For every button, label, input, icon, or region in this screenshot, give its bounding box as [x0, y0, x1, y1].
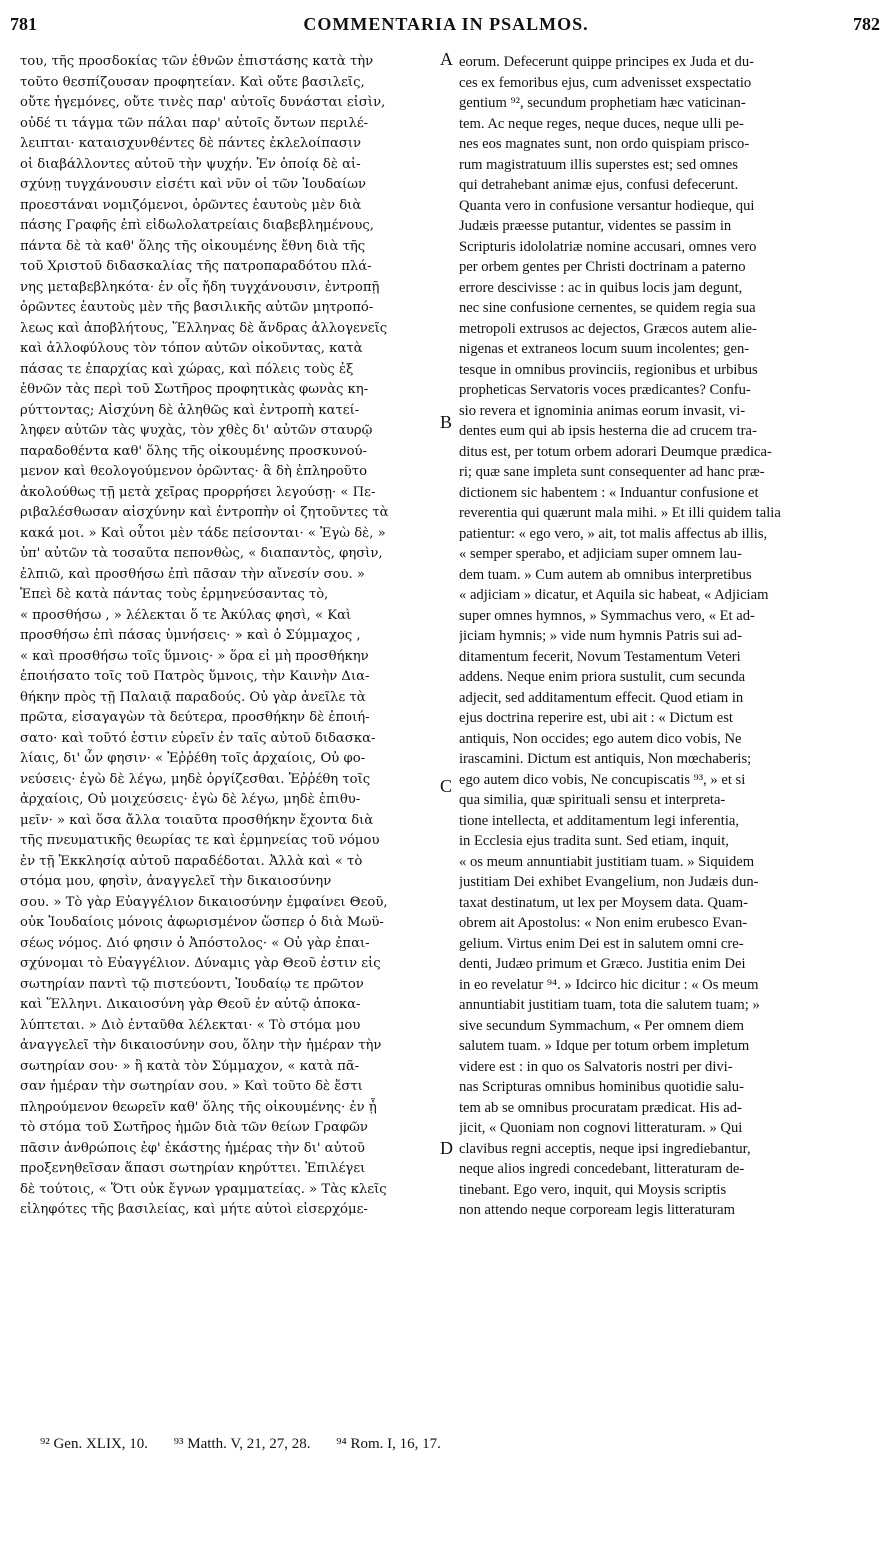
text-line: πρῶτα, εἰσαγαγὼν τὰ δεύτερα, προσθήκην δὲ ἐποιή-	[20, 710, 370, 725]
text-line: Quanta vero in confusione versantur hodieque, qui	[459, 197, 755, 214]
text-line: ejus doctrina reperire est, ubi ait : « Dictum est	[459, 710, 733, 726]
text-line: neque alios ingredi concedebant, litteraturam de-	[459, 1161, 745, 1177]
text-line: ditus est, per totum orbem adorari Deumque prædica-	[459, 443, 772, 460]
text-line: tinebant. Ego vero, inquit, qui Moysis scriptis	[459, 1181, 727, 1198]
footnote: ⁹⁴ Rom. I, 16, 17.	[336, 1436, 441, 1452]
text-line: ρύττοντας; Αἰσχύνη δὲ ἀληθῶς καὶ ἐντροπὴ κατεί-	[20, 402, 360, 418]
text-line: obrem ait Apostolus: « Non enim erubesco Evan-	[459, 915, 748, 931]
text-line: ego autem dico vobis, Ne concupiscatis ⁹³, » et si	[459, 771, 746, 788]
text-line: antiquis, Non occides; ego autem dico vobis, Ne	[459, 730, 742, 747]
text-line: προσθήσω ἐπὶ πάσας ὑμνήσεις· » καὶ ὁ Σύμμαχος ,	[20, 628, 361, 643]
text-line: annuntiabit justitiam tuam, tota die salutem tuam; »	[459, 997, 760, 1013]
text-line: οὔτε ἡγεμόνες, οὔτε τινὲς παρ' αὐτοῖς δυνάσται εἰσὶν,	[20, 95, 386, 110]
footnote: ⁹² Gen. XLIX, 10.	[40, 1436, 149, 1452]
text-line: σέως νόμος. Διό φησιν ὁ Ἀπόστολος· « Οὐ γὰρ ἐπαι-	[20, 935, 370, 951]
text-line: denti, Judæo primum et Græco. Justitia enim Dei	[459, 956, 746, 972]
text-line: justitiam Dei exhibet Evangelium, non Judæis dun-	[459, 874, 759, 890]
text-line: λειπται· καταισχυνθέντες δὲ πάντες ἐκλελοίπασιν	[20, 136, 362, 151]
text-line: ὁρῶντες ἑαυτοὺς μὲν τῆς βασιλικῆς αὐτῶν μητροπό-	[20, 300, 374, 315]
text-line: παραδοθέντα καθ' ὅλης τῆς οἰκουμένης προσκυνού-	[20, 443, 368, 459]
text-line: « os meum annuntiabit justitiam tuam. » Siquidem	[459, 853, 755, 870]
footnotes	[40, 1436, 463, 1453]
text-line: Scripturis idololatriæ nomine accusari, omnes vero	[459, 238, 757, 255]
text-line: sive secundum Symmachum, « Per omnem diem	[459, 1017, 744, 1034]
text-line: προξενηθεῖσαν ἅπασι σωτηρίαν κηρύττει. Ἐπιλέγει	[20, 1161, 366, 1176]
text-line: tione intellecta, et additamentum legi inferentia,	[459, 812, 740, 829]
text-line: σατο· καὶ τοῦτό ἐστιν εὑρεῖν ἐν ταῖς αὐτοῦ διδασκα-	[20, 730, 376, 746]
text-line: θήκην πρὸς τῇ Παλαιᾷ παραδούς. Οὐ γὰρ ἀνεῖλε τὰ	[20, 689, 366, 705]
running-title: COMMENTARIA IN PSALMOS.	[303, 14, 589, 34]
left-page-number: 781	[10, 14, 37, 34]
text-line: λίαις, δι' ὧν φησιν· « Ἐῤῥέθη τοῖς ἀρχαίοις, Οὐ φο-	[20, 751, 366, 766]
text-line: δὲ τούτοις, « Ὅτι οὐκ ἔγνων γραμματείας. » Τὰς κλεῖς	[20, 1181, 387, 1197]
text-line: tem. Ac neque reges, neque duces, neque ulli pe-	[459, 115, 744, 132]
text-line: rum magistratuum illis superstes est; sed omnes	[459, 156, 738, 173]
footnote: ⁹³ Matth. V, 21, 27, 28.	[173, 1436, 311, 1452]
text-line: σωτηρίαν σου· » ἢ κατὰ τὸν Σύμμαχον, « κατὰ πᾶ-	[20, 1058, 360, 1074]
text-line: nec sine confusione cernentes, se quidem regia sua	[459, 300, 756, 316]
text-line: σχύνῃ τυγχάνουσιν εἰσέτι καὶ νῦν οἱ τῶν Ἰουδαίων	[20, 177, 366, 192]
text-line: κακά μοι. » Καὶ οὗτοι μὲν τάδε πείσονται· « Ἐγὼ δὲ, »	[20, 525, 386, 541]
text-line: Judæis præesse putantur, videntes se passim in	[459, 218, 732, 234]
text-line: τὸ στόμα τοῦ Σωτῆρος ἡμῶν διὰ τῶν θείων Γραφῶν	[20, 1120, 368, 1135]
text-line: dentes eum qui ab ipsis hesterna die ad crucem tra-	[459, 423, 757, 439]
text-line: ἐποιήσατο τοῖς τοῦ Πατρὸς ὕμνοις, τὴν Καινὴν Δια-	[20, 669, 370, 684]
text-line: σου. » Τὸ γὰρ Εὐαγγέλιον δικαιοσύνην ἐμφαίνει Θεοῦ,	[20, 894, 388, 910]
text-line: addens. Neque enim priora sustulit, cum secunda	[459, 669, 746, 685]
text-line: per orbem gentes per Christi doctrinam a paterno	[459, 259, 746, 275]
text-line: « καὶ προσθήσω τοῖς ὕμνοις· » ὅρα εἰ μὴ προσθήκην	[20, 648, 369, 664]
margin-marker-c: C	[440, 776, 453, 796]
text-line: καὶ Ἕλληνι. Δικαιοσύνη γὰρ Θεοῦ ἐν αὐτῷ ἀποκα-	[20, 997, 361, 1012]
text-line: ληφεν αὐτῶν τὰς ψυχὰς, τὸν χθὲς δι' αὐτῶν σταυρῷ	[20, 423, 373, 438]
text-line: irascamini. Dictum est antiquis, Non mœchaberis;	[459, 751, 752, 767]
text-line: ἀναγγελεῖ τὴν δικαιοσύνην σου, ὅλην τὴν ἡμέραν τὴν	[20, 1038, 382, 1053]
text-line: νεύσεις· ἐγὼ δὲ λέγω, μηδὲ ὀργίζεσθαι. Ἐῤῥέθη τοῖς	[20, 771, 371, 787]
text-line: gentium ⁹², secundum prophetiam hæc vaticinan-	[459, 95, 746, 111]
text-line: super omnes hymnos, » Symmachus vero, « Et ad-	[459, 607, 755, 624]
text-line: λύπτεται. » Διὸ ἐνταῦθα λέλεκται· « Τὸ στόμα μου	[20, 1017, 361, 1033]
text-line: reverentia qui quærunt mala mihi. » Et illi quidem talia	[459, 505, 781, 521]
text-line: ὑπ' αὐτῶν τὰ τοσαῦτα πεπονθὼς, « διαπαντὸς, φησὶν,	[20, 546, 383, 561]
text-line: σαν ἡμέραν τὴν σωτηρίαν σου. » Καὶ τοῦτο δὲ ἔστι	[20, 1079, 363, 1094]
text-line: salutem tuam. » Idque per totum orbem impletum	[459, 1038, 750, 1054]
text-line: προεστάναι νομιζόμενοι, ὁρῶντες ἑαυτοὺς μὲν διὰ	[20, 197, 362, 213]
text-line: eorum. Defecerunt quippe principes ex Juda et du-	[459, 54, 755, 70]
text-line: του, τῆς προσδοκίας τῶν ἐθνῶν ἐπιστάσης κατὰ τὴν	[20, 54, 374, 69]
margin-marker-b: B	[440, 412, 453, 432]
text-line: « adjiciam » dicatur, et Aquila sic habeat, « Adjiciam	[459, 587, 769, 603]
text-line: τοῦτο θεσπίζουσαν προφητείαν. Καὶ οὔτε βασιλεῖς,	[20, 74, 365, 90]
text-line: videre est : in quo os Salvatoris nostri per divi-	[459, 1058, 733, 1075]
text-line: qui detrahebant animæ ejus, confusi defecerunt.	[459, 177, 739, 193]
text-line: propheticas Servatoris voces prædicantes? Confu-	[459, 382, 751, 398]
text-line: adjecit, sed additamentum effecit. Quod etiam in	[459, 689, 744, 706]
text-line: metropoli extrusos ac dejectos, Græcos autem alie-	[459, 320, 757, 337]
text-line: non attendo neque corpoream legis litteraturam	[459, 1202, 735, 1218]
text-line: nes eos magnates sunt, non ordo quispiam prisco-	[459, 136, 750, 152]
text-line: οὐκ Ἰουδαίοις μόνοις ἀφωρισμένον ὥσπερ ὁ διὰ Μωϋ-	[20, 915, 384, 930]
text-line: ri; quæ sane impleta sunt consequenter ad hanc præ-	[459, 464, 765, 480]
text-line: πᾶσιν ἀνθρώποις ἐφ' ἑκάστης ἡμέρας τὴν δι' αὐτοῦ	[20, 1140, 365, 1156]
text-line: σωτηρίαν παντὶ τῷ πιστεύοντι, Ἰουδαίῳ τε πρῶτον	[20, 976, 364, 992]
text-line: dem tuam. » Cum autem ab omnibus interpretibus	[459, 566, 752, 583]
text-line: errore descivisse : ac in quibus locis jam degunt,	[459, 279, 743, 296]
text-line: ριβαλέσθωσαν αἰσχύνην καὶ ἐντροπὴν οἱ ζητοῦντες τὰ	[20, 505, 389, 520]
text-line: πάσας τε ἐπαρχίας καὶ χώρας, καὶ πόλεις τοὺς ἐξ	[20, 361, 354, 377]
greek-text-column	[20, 52, 438, 1221]
right-page-number: 782	[853, 14, 880, 34]
text-line: οἱ διαβάλλοντες αὐτοῦ τὴν ψυχήν. Ἐν ὁποίᾳ δὲ αἰ-	[20, 156, 361, 172]
text-line: οὐδέ τι τάγμα τῶν πάλαι παρ' αὐτοῖς ὄντων περιλέ-	[20, 115, 369, 131]
text-line: « προσθήσω , » λέλεκται ὅ τε Ἀκύλας φησὶ, « Καὶ	[20, 607, 352, 623]
text-line: taxat destinatum, ut lex per Moysem data. Quam-	[459, 894, 748, 911]
text-line: jicit, « Quoniam non cognovi litteraturam. » Qui	[459, 1120, 743, 1136]
text-line: « semper sperabo, et adjiciam super omnem lau-	[459, 546, 742, 562]
text-line: ἐν τῇ Ἐκκλησίᾳ αὐτοῦ παραδέδοται. Ἀλλὰ καὶ « τὸ	[20, 853, 363, 869]
text-line: nigenas et extraneos locum suum incolentes; gen-	[459, 341, 750, 357]
text-line: Ἐπεὶ δὲ κατὰ πάντας τοὺς ἑρμηνεύσαντας τὸ,	[20, 587, 329, 602]
margin-marker-d: D	[440, 1138, 453, 1158]
margin-marker-a: A	[440, 49, 453, 69]
text-line: dictionem sic habentem : « Induantur confusione et	[459, 484, 759, 501]
text-line: τοῦ Χριστοῦ διδασκαλίας τῆς πατροπαραδότου πλά-	[20, 259, 372, 274]
text-line: in Ecclesia ejus tradita sunt. Sed etiam, inquit,	[459, 833, 729, 849]
text-line: πληρούμενον θεωρεῖν καθ' ὅλης τῆς οἰκουμένης· ἐν ᾗ	[20, 1099, 377, 1115]
text-line: ditamentum fecerit, Novum Testamentum Veteri	[459, 648, 741, 665]
text-line: μενον καὶ θεολογούμενον ὁρῶντας· ἃ δὴ ἐπληροῦτο	[20, 464, 368, 479]
text-line: gelium. Virtus enim Dei est in salutem omni cre-	[459, 935, 744, 952]
latin-text-column	[459, 52, 879, 1221]
text-line: jiciam hymnis; » vide num hymnis Patris sui ad-	[459, 628, 742, 644]
text-line: πάντα δὲ τὰ καθ' ὅλης τῆς οἰκουμένης ἔθνη διὰ τῆς	[20, 238, 366, 254]
text-line: tesque in omnibus provinciis, regionibus et urbibus	[459, 361, 758, 378]
text-line: πάσης Γραφῆς ἐπὶ εἰδωλολατρείαις διαβεβλημένους,	[20, 218, 374, 233]
text-line: ces ex femoribus ejus, cum advenisset exspectatio	[459, 74, 752, 91]
text-line: ἐλπιῶ, καὶ προσθήσω ἐπὶ πᾶσαν τὴν αἴνεσίν σου. »	[20, 566, 365, 582]
text-line: νης μεταβεβληκότα· ἐν οἷς ἤδη τυγχάνουσιν, ἐντροπῇ	[20, 279, 380, 295]
text-line: clavibus regni acceptis, neque ipsi ingrediebantur,	[459, 1140, 751, 1157]
text-line: σχύνομαι τὸ Εὐαγγέλιον. Δύναμις γὰρ Θεοῦ ἐστιν εἰς	[20, 956, 381, 971]
text-line: μεῖν· » καὶ ὅσα ἄλλα τοιαῦτα προσθήκην ἔχοντα διὰ	[20, 812, 374, 828]
text-line: qua similia, quæ spirituali sensu et interpreta-	[459, 792, 726, 808]
text-line: λεως καὶ ἀποβλήτους, Ἕλληνας δὲ ἄνδρας ἀλλογενεῖς	[20, 320, 388, 336]
text-line: εἰληφότες τῆς βασιλείας, καὶ μήτε αὐτοὶ εἰσερχόμε-	[20, 1202, 368, 1217]
text-line: ἀκολούθως τῇ μετὰ χεῖρας προρρήσει λεγούσῃ· « Πε-	[20, 484, 376, 500]
text-line: τῆς πνευματικῆς θεωρίας τε καὶ ἑρμηνείας τοῦ νόμου	[20, 833, 380, 848]
text-line: στόμα μου, φησὶν, ἀναγγελεῖ τὴν δικαιοσύνην	[20, 874, 332, 889]
text-line: tem ab se omnibus procuratam prædicat. His ad-	[459, 1099, 742, 1116]
text-line: patientur: « ego vero, » ait, tot malis affectus ab illis,	[459, 525, 768, 542]
text-line: ἀρχαίοις, Οὐ μοιχεύσεις· ἐγὼ δὲ λέγω, μηδὲ ἐπιθυ-	[20, 792, 361, 807]
text-line: sio revera et ignominia animas eorum invasit, vi-	[459, 402, 746, 419]
text-line: nas Scripturas omnibus hominibus quotidie salu-	[459, 1079, 744, 1095]
text-line: ἐθνῶν τὰς περὶ τοῦ Σωτῆρος προφητικὰς φωνὰς κη-	[20, 382, 369, 397]
text-line: in eo revelatur ⁹⁴. » Idcirco hic dicitur : « Os meum	[459, 976, 759, 993]
text-line: καὶ ἀλλοφύλους τὸν τόπον αὐτῶν οἰκοῦντας, κατὰ	[20, 341, 363, 356]
